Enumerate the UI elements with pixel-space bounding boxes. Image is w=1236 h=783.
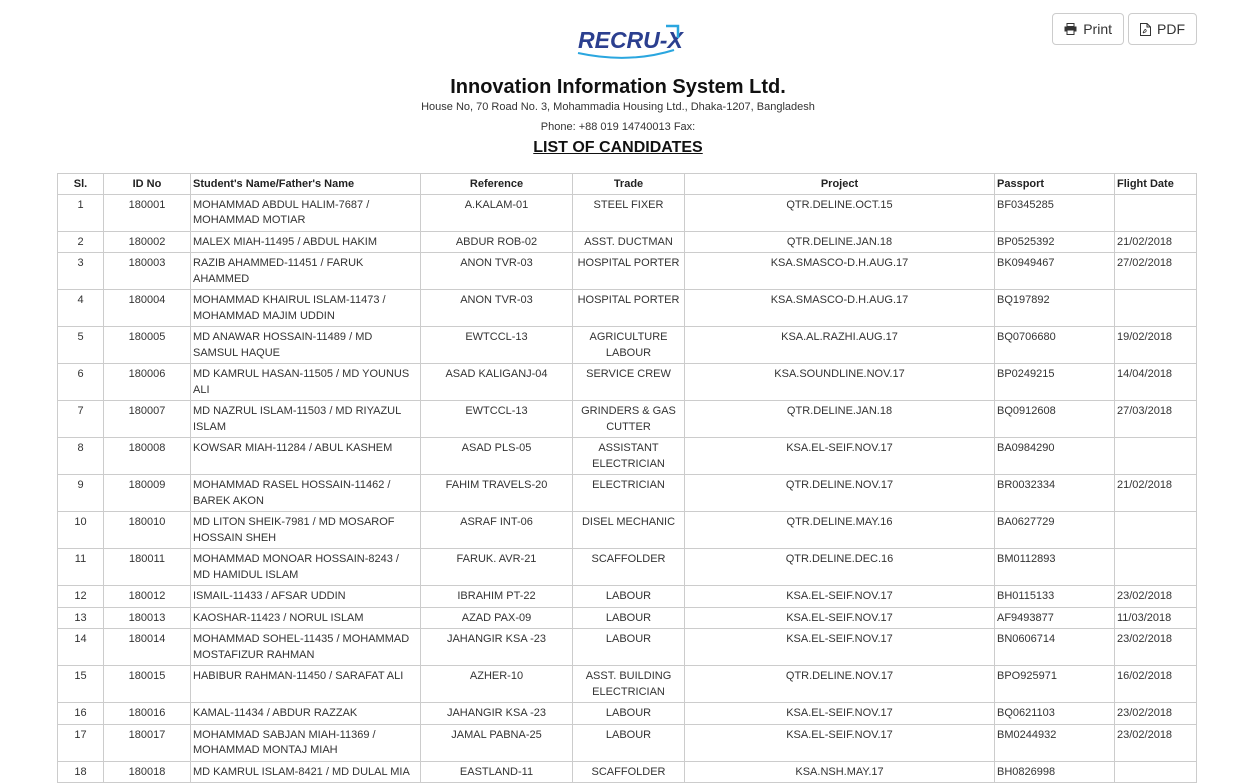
table-row (58, 607, 1197, 629)
cell-passport: BPO925971 (995, 666, 1115, 703)
header-passport: Passport (995, 174, 1115, 195)
cell-flight-date (1115, 438, 1197, 475)
cell-trade: LABOUR (573, 629, 685, 666)
cell-sl: 1 (58, 194, 104, 231)
cell-reference: JAHANGIR KSA -23 (421, 703, 573, 725)
cell-id-no: 180017 (104, 724, 191, 761)
cell-project: KSA.EL-SEIF.NOV.17 (685, 438, 995, 475)
cell-id-no: 180004 (104, 290, 191, 327)
cell-project: QTR.DELINE.DEC.16 (685, 549, 995, 586)
cell-flight-date: 21/02/2018 (1115, 231, 1197, 253)
cell-sl: 9 (58, 475, 104, 512)
cell-project: QTR.DELINE.JAN.18 (685, 231, 995, 253)
cell-sl: 10 (58, 512, 104, 549)
recru-x-logo (574, 20, 684, 62)
cell-trade: STEEL FIXER (573, 194, 685, 231)
cell-project: QTR.DELINE.NOV.17 (685, 666, 995, 703)
table-row (58, 703, 1197, 725)
list-title-wrap (0, 139, 1236, 157)
cell-student-name: MOHAMMAD SOHEL-11435 / MOHAMMAD MOSTAFIZUR RAHMAN (191, 629, 421, 666)
cell-flight-date (1115, 761, 1197, 783)
cell-id-no: 180010 (104, 512, 191, 549)
cell-project: KSA.SOUNDLINE.NOV.17 (685, 364, 995, 401)
cell-reference: ANON TVR-03 (421, 253, 573, 290)
cell-flight-date: 11/03/2018 (1115, 607, 1197, 629)
cell-student-name: MALEX MIAH-11495 / ABDUL HAKIM (191, 231, 421, 253)
cell-id-no: 180009 (104, 475, 191, 512)
cell-reference: IBRAHIM PT-22 (421, 586, 573, 608)
cell-flight-date: 14/04/2018 (1115, 364, 1197, 401)
cell-student-name: MOHAMMAD RASEL HOSSAIN-11462 / BAREK AKON (191, 475, 421, 512)
cell-sl: 15 (58, 666, 104, 703)
table-row (58, 290, 1197, 327)
cell-project: KSA.EL-SEIF.NOV.17 (685, 586, 995, 608)
cell-sl: 4 (58, 290, 104, 327)
cell-reference: JAHANGIR KSA -23 (421, 629, 573, 666)
cell-student-name: MD KAMRUL ISLAM-8421 / MD DULAL MIA (191, 761, 421, 783)
cell-trade: LABOUR (573, 607, 685, 629)
list-title: LIST OF CANDIDATES (533, 139, 703, 156)
cell-passport: BN0606714 (995, 629, 1115, 666)
table-header-row (58, 174, 1197, 195)
table-row (58, 549, 1197, 586)
cell-student-name: MD ANAWAR HOSSAIN-11489 / MD SAMSUL HAQUE (191, 327, 421, 364)
cell-passport: BQ0912608 (995, 401, 1115, 438)
cell-passport: BQ197892 (995, 290, 1115, 327)
cell-flight-date: 23/02/2018 (1115, 586, 1197, 608)
cell-sl: 18 (58, 761, 104, 783)
cell-reference: FARUK. AVR-21 (421, 549, 573, 586)
pdf-file-icon (1140, 23, 1151, 36)
cell-id-no: 180014 (104, 629, 191, 666)
cell-reference: ASAD KALIGANJ-04 (421, 364, 573, 401)
table-row (58, 401, 1197, 438)
cell-student-name: HABIBUR RAHMAN-11450 / SARAFAT ALI (191, 666, 421, 703)
cell-id-no: 180011 (104, 549, 191, 586)
cell-id-no: 180003 (104, 253, 191, 290)
cell-flight-date: 19/02/2018 (1115, 327, 1197, 364)
table-row (58, 253, 1197, 290)
cell-flight-date (1115, 194, 1197, 231)
cell-reference: AZAD PAX-09 (421, 607, 573, 629)
cell-project: KSA.SMASCO-D.H.AUG.17 (685, 290, 995, 327)
cell-sl: 5 (58, 327, 104, 364)
table-body (58, 194, 1197, 783)
cell-reference: ANON TVR-03 (421, 290, 573, 327)
cell-project: KSA.AL.RAZHI.AUG.17 (685, 327, 995, 364)
cell-student-name: KAOSHAR-11423 / NORUL ISLAM (191, 607, 421, 629)
cell-sl: 12 (58, 586, 104, 608)
cell-trade: AGRICULTURE LABOUR (573, 327, 685, 364)
cell-trade: LABOUR (573, 703, 685, 725)
cell-student-name: MOHAMMAD KHAIRUL ISLAM-11473 / MOHAMMAD MAJIM UDDIN (191, 290, 421, 327)
print-label: Print (1083, 21, 1112, 37)
cell-trade: DISEL MECHANIC (573, 512, 685, 549)
header-reference: Reference (421, 174, 573, 195)
organization-name: Innovation Information System Ltd. (450, 76, 786, 98)
cell-passport: BM0112893 (995, 549, 1115, 586)
cell-project: QTR.DELINE.NOV.17 (685, 475, 995, 512)
table-row (58, 364, 1197, 401)
cell-flight-date: 21/02/2018 (1115, 475, 1197, 512)
cell-project: KSA.EL-SEIF.NOV.17 (685, 724, 995, 761)
header-trade: Trade (573, 174, 685, 195)
cell-sl: 8 (58, 438, 104, 475)
cell-passport: BH0115133 (995, 586, 1115, 608)
cell-id-no: 180018 (104, 761, 191, 783)
table-row (58, 586, 1197, 608)
cell-passport: BA0984290 (995, 438, 1115, 475)
cell-passport: BA0627729 (995, 512, 1115, 549)
cell-id-no: 180001 (104, 194, 191, 231)
cell-project: QTR.DELINE.MAY.16 (685, 512, 995, 549)
table-row (58, 761, 1197, 783)
cell-trade: HOSPITAL PORTER (573, 253, 685, 290)
cell-trade: SERVICE CREW (573, 364, 685, 401)
cell-sl: 14 (58, 629, 104, 666)
cell-id-no: 180013 (104, 607, 191, 629)
cell-passport: BR0032334 (995, 475, 1115, 512)
organization-phone: Phone: +88 019 14740013 Fax: (540, 121, 696, 133)
cell-id-no: 180012 (104, 586, 191, 608)
cell-passport: BH0826998 (995, 761, 1115, 783)
cell-student-name: RAZIB AHAMMED-11451 / FARUK AHAMMED (191, 253, 421, 290)
printer-icon (1064, 23, 1077, 35)
cell-passport: BP0249215 (995, 364, 1115, 401)
table-row (58, 438, 1197, 475)
header-student-name: Student's Name/Father's Name (191, 174, 421, 195)
header-id-no: ID No (104, 174, 191, 195)
table-row (58, 629, 1197, 666)
print-button[interactable] (1052, 13, 1124, 45)
cell-student-name: KOWSAR MIAH-11284 / ABUL KASHEM (191, 438, 421, 475)
cell-passport: BM0244932 (995, 724, 1115, 761)
cell-sl: 3 (58, 253, 104, 290)
cell-student-name: MOHAMMAD ABDUL HALIM-7687 / MOHAMMAD MOTIAR (191, 194, 421, 231)
cell-reference: ASAD PLS-05 (421, 438, 573, 475)
cell-id-no: 180005 (104, 327, 191, 364)
cell-sl: 13 (58, 607, 104, 629)
cell-student-name: MOHAMMAD SABJAN MIAH-11369 / MOHAMMAD MONTAJ MIAH (191, 724, 421, 761)
cell-sl: 16 (58, 703, 104, 725)
cell-trade: GRINDERS & GAS CUTTER (573, 401, 685, 438)
cell-id-no: 180002 (104, 231, 191, 253)
cell-trade: SCAFFOLDER (573, 761, 685, 783)
cell-reference: A.KALAM-01 (421, 194, 573, 231)
cell-student-name: ISMAIL-11433 / AFSAR UDDIN (191, 586, 421, 608)
cell-student-name: KAMAL-11434 / ABDUR RAZZAK (191, 703, 421, 725)
cell-passport: BQ0621103 (995, 703, 1115, 725)
cell-flight-date (1115, 549, 1197, 586)
table-row (58, 666, 1197, 703)
logo-text: RECRU-X (578, 27, 683, 53)
table-row (58, 512, 1197, 549)
cell-student-name: MD NAZRUL ISLAM-11503 / MD RIYAZUL ISLAM (191, 401, 421, 438)
cell-reference: EWTCCL-13 (421, 401, 573, 438)
cell-reference: JAMAL PABNA-25 (421, 724, 573, 761)
cell-reference: EASTLAND-11 (421, 761, 573, 783)
cell-project: QTR.DELINE.JAN.18 (685, 401, 995, 438)
cell-trade: HOSPITAL PORTER (573, 290, 685, 327)
cell-project: QTR.DELINE.OCT.15 (685, 194, 995, 231)
cell-trade: ASST. DUCTMAN (573, 231, 685, 253)
cell-sl: 11 (58, 549, 104, 586)
cell-project: KSA.EL-SEIF.NOV.17 (685, 703, 995, 725)
cell-passport: BP0525392 (995, 231, 1115, 253)
cell-flight-date: 23/02/2018 (1115, 724, 1197, 761)
cell-trade: ELECTRICIAN (573, 475, 685, 512)
header-sl: Sl. (58, 174, 104, 195)
cell-reference: EWTCCL-13 (421, 327, 573, 364)
cell-project: KSA.NSH.MAY.17 (685, 761, 995, 783)
cell-passport: BF0345285 (995, 194, 1115, 231)
table-row (58, 475, 1197, 512)
cell-sl: 7 (58, 401, 104, 438)
cell-sl: 2 (58, 231, 104, 253)
cell-flight-date: 16/02/2018 (1115, 666, 1197, 703)
cell-flight-date: 23/02/2018 (1115, 703, 1197, 725)
cell-reference: AZHER-10 (421, 666, 573, 703)
table-row (58, 231, 1197, 253)
cell-id-no: 180016 (104, 703, 191, 725)
cell-student-name: MD KAMRUL HASAN-11505 / MD YOUNUS ALI (191, 364, 421, 401)
cell-flight-date: 27/03/2018 (1115, 401, 1197, 438)
cell-sl: 17 (58, 724, 104, 761)
cell-trade: LABOUR (573, 724, 685, 761)
organization-address: House No, 70 Road No. 3, Mohammadia Housing Ltd., Dhaka-1207, Bangladesh (421, 101, 815, 113)
cell-trade: ASST. BUILDING ELECTRICIAN (573, 666, 685, 703)
cell-flight-date (1115, 512, 1197, 549)
cell-reference: FAHIM TRAVELS-20 (421, 475, 573, 512)
cell-project: KSA.EL-SEIF.NOV.17 (685, 629, 995, 666)
toolbar (1052, 13, 1197, 45)
cell-trade: ASSISTANT ELECTRICIAN (573, 438, 685, 475)
pdf-button[interactable] (1128, 13, 1197, 45)
cell-project: KSA.EL-SEIF.NOV.17 (685, 607, 995, 629)
header-flight-date: Flight Date (1115, 174, 1197, 195)
cell-trade: LABOUR (573, 586, 685, 608)
cell-id-no: 180008 (104, 438, 191, 475)
cell-trade: SCAFFOLDER (573, 549, 685, 586)
cell-id-no: 180015 (104, 666, 191, 703)
cell-passport: BQ0706680 (995, 327, 1115, 364)
cell-project: KSA.SMASCO-D.H.AUG.17 (685, 253, 995, 290)
table-row (58, 724, 1197, 761)
candidates-table (57, 173, 1197, 783)
cell-flight-date: 27/02/2018 (1115, 253, 1197, 290)
cell-sl: 6 (58, 364, 104, 401)
table-row (58, 327, 1197, 364)
cell-flight-date (1115, 290, 1197, 327)
pdf-label: PDF (1157, 21, 1185, 37)
header-project: Project (685, 174, 995, 195)
cell-reference: ABDUR ROB-02 (421, 231, 573, 253)
cell-student-name: MD LITON SHEIK-7981 / MD MOSAROF HOSSAIN SHEH (191, 512, 421, 549)
cell-student-name: MOHAMMAD MONOAR HOSSAIN-8243 / MD HAMIDUL ISLAM (191, 549, 421, 586)
cell-id-no: 180006 (104, 364, 191, 401)
cell-passport: BK0949467 (995, 253, 1115, 290)
cell-reference: ASRAF INT-06 (421, 512, 573, 549)
cell-flight-date: 23/02/2018 (1115, 629, 1197, 666)
table-row (58, 194, 1197, 231)
cell-id-no: 180007 (104, 401, 191, 438)
cell-passport: AF9493877 (995, 607, 1115, 629)
